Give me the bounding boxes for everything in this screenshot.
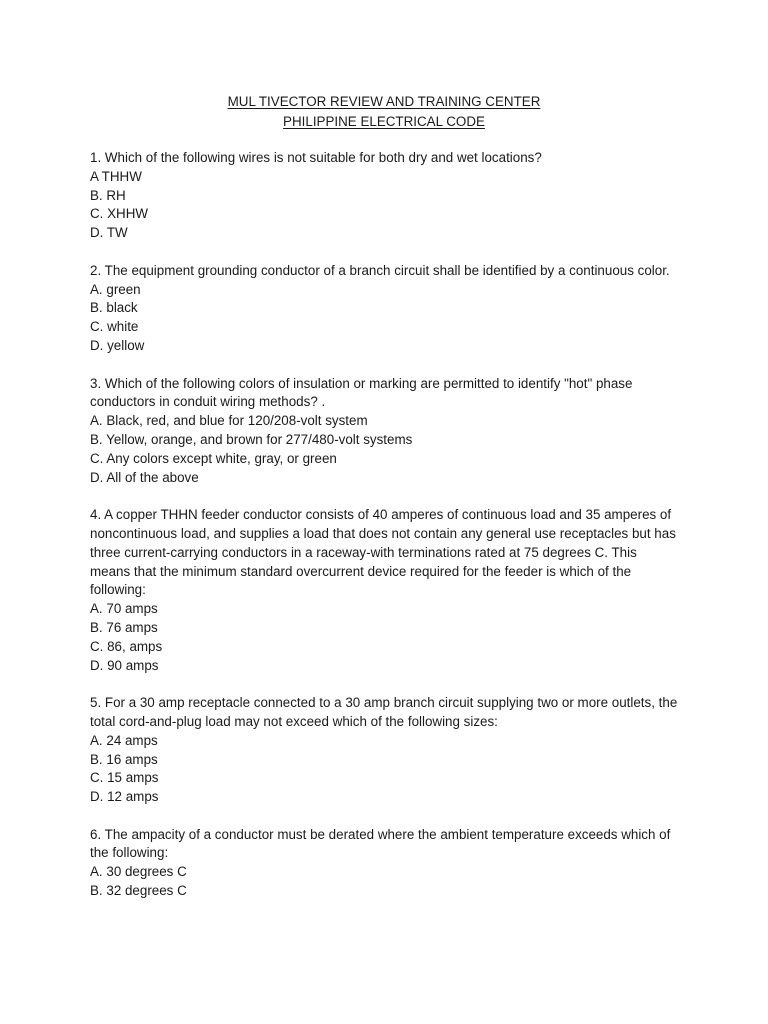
answer-choice: B. 16 amps bbox=[90, 751, 158, 767]
answer-choice: B. 76 amps bbox=[90, 619, 158, 635]
answer-choice: C. white bbox=[90, 319, 139, 335]
answer-choice: B. 32 degrees C bbox=[90, 883, 187, 899]
question-4 bbox=[90, 506, 680, 675]
answer-choice: D. 90 amps bbox=[90, 657, 159, 673]
answer-choice: B. black bbox=[90, 300, 138, 316]
question-stem: 6. The ampacity of a conductor must be derated where the ambient temperature exceeds which of the following: bbox=[90, 826, 671, 861]
question-list bbox=[90, 149, 680, 920]
answer-choice: A THHW bbox=[90, 168, 142, 184]
answer-choice: B. RH bbox=[90, 187, 126, 203]
answer-choice: D. 12 amps bbox=[90, 789, 159, 805]
answer-choice: B. Yellow, orange, and brown for 277/480-volt systems bbox=[90, 431, 413, 447]
question-3 bbox=[90, 375, 680, 488]
answer-choice: A. 24 amps bbox=[90, 732, 158, 748]
answer-choice: D. TW bbox=[90, 225, 128, 241]
document-header bbox=[0, 92, 768, 132]
question-stem: 2. The equipment grounding conductor of a branch circuit shall be identified by a continuous color. bbox=[90, 262, 670, 278]
question-stem: 5. For a 30 amp receptacle connected to a 30 amp branch circuit supplying two or more outlets, the total cord-and-plug load may not exceed which of the following sizes: bbox=[90, 695, 678, 729]
question-stem: 1. Which of the following wires is not suitable for both dry and wet locations? bbox=[90, 150, 542, 165]
question-stem: 4. A copper THHN feeder conductor consists of 40 amperes of continuous load and 35 amperes of noncontinuous load, and supplies a load that does not contain any general use receptacles but has three current-carrying conductors in a raceway-with terminations rated at 75 degrees C. This means that the minimum standard overcurrent device required for the feeder is which of the following: bbox=[90, 507, 676, 598]
question-5 bbox=[90, 694, 680, 807]
question-1 bbox=[90, 149, 680, 243]
answer-choice: A. 30 degrees C bbox=[90, 864, 187, 880]
answer-choice: A. 70 amps bbox=[90, 601, 158, 617]
answer-choice: D. All of the above bbox=[90, 469, 199, 485]
question-2 bbox=[90, 262, 680, 356]
question-6 bbox=[90, 826, 680, 901]
answer-choice: C. 86, amps bbox=[90, 638, 163, 654]
header-title: MUL TIVECTOR REVIEW AND TRAINING CENTER bbox=[227, 94, 541, 109]
header-subtitle: PHILIPPINE ELECTRICAL CODE bbox=[283, 114, 485, 129]
answer-choice: C. 15 amps bbox=[90, 770, 159, 786]
answer-choice: A. green bbox=[90, 281, 141, 297]
answer-choice: C. XHHW bbox=[90, 206, 149, 222]
answer-choice: D. yellow bbox=[90, 337, 145, 353]
answer-choice: A. Black, red, and blue for 120/208-volt system bbox=[90, 413, 368, 429]
question-stem: 3. Which of the following colors of insulation or marking are permitted to identify "hot" phase conductors in conduit wiring methods? . bbox=[90, 375, 633, 410]
answer-choice: C. Any colors except white, gray, or green bbox=[90, 450, 337, 466]
